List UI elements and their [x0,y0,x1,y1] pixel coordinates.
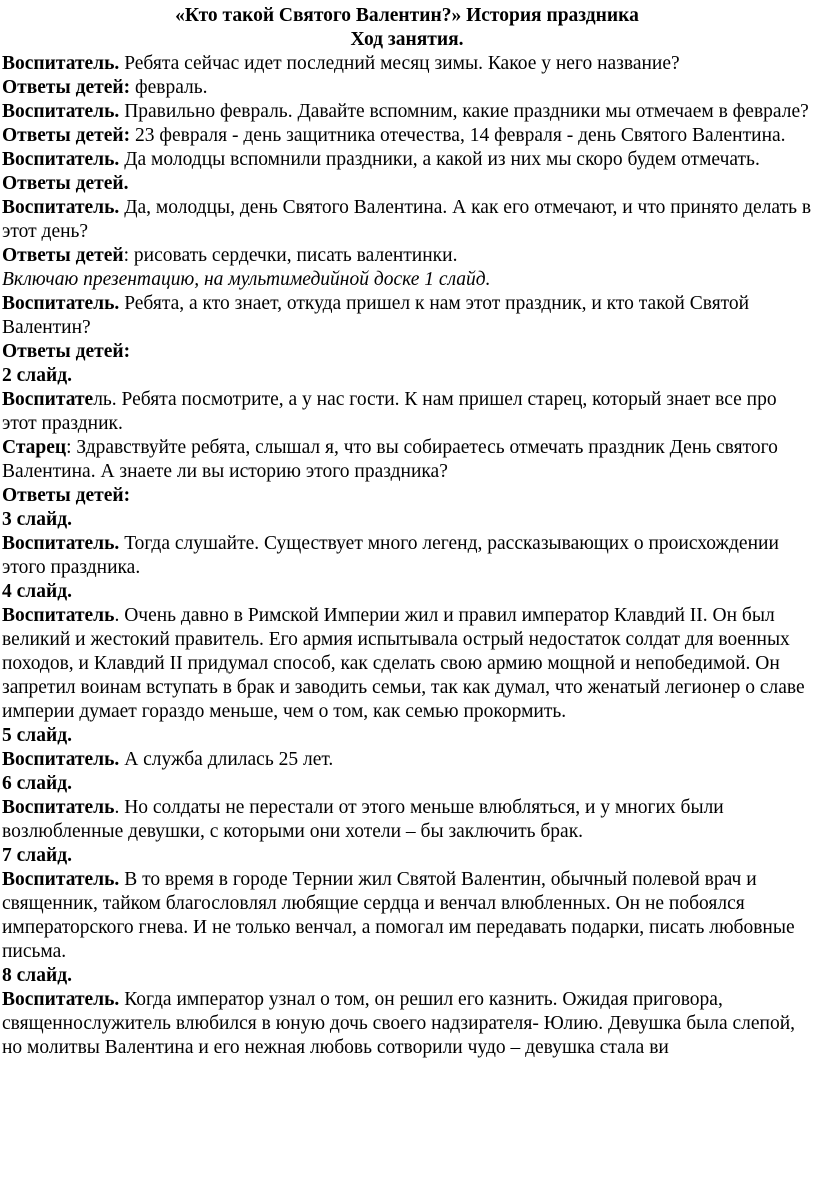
dialogue-text: : рисовать сердечки, писать валентинки. [123,245,458,266]
dialogue-text: Когда император узнал о том, он решил его казнить. Ожидая приговора, священнослужитель влюбился в юную дочь своего надзирателя- Юлию. Девушка была слепой, но молитвы Валентина и его нежная любовь сотворили чудо – девушка стала ви [2,989,796,1058]
speaker-label: Воспитатель. [2,749,120,770]
speaker-label: Ответы детей: [2,125,131,146]
dialogue-paragraph [2,100,812,124]
dialogue-paragraph [2,868,812,964]
stage-direction: Включаю презентацию, на мультимедийной доске 1 слайд. [2,269,491,290]
speaker-label: Воспитате [2,389,94,410]
dialogue-text: Ребята, а кто знает, откуда пришел к нам этот праздник, и кто такой Святой Валентин? [2,293,750,338]
dialogue-text: . Но солдаты не перестали от этого меньше влюбляться, и у многих были возлюбленные девушки, с которыми они хотели – бы заключить брак. [2,797,724,842]
speaker-label: Старец [2,437,67,458]
dialogue-text: А служба длилась 25 лет. [119,749,334,770]
speaker-label: Воспитатель. [2,197,120,218]
document-subtitle: Ход занятия. [350,29,464,50]
slide-heading: 3 слайд. [2,509,72,530]
dialogue-text: Тогда слушайте. Существует много легенд, рассказывающих о происхождении этого праздника. [2,533,779,578]
speaker-label: Воспитатель. [2,533,120,554]
speaker-label: Ответы детей [2,245,124,266]
dialogue-paragraph [2,76,812,100]
slide-heading: 8 слайд. [2,965,72,986]
speaker-label: Воспитатель. [2,149,120,170]
speaker-label: Воспитатель [2,797,115,818]
dialogue-paragraph [2,124,812,148]
dialogue-text: февраль. [130,77,208,98]
speaker-label: Воспитатель [2,605,115,626]
dialogue-paragraph [2,532,812,580]
speaker-label: Воспитатель. [2,53,120,74]
dialogue-text: 23 февраля - день защитника отечества, 14 февраля - день Святого Валентина. [130,125,786,146]
document-title: «Кто такой Святого Валентин?» История праздника [175,5,639,26]
dialogue-text: Да, молодцы, день Святого Валентина. А как его отмечают, и что принято делать в этот день? [2,197,812,242]
dialogue-paragraph [2,340,812,364]
speaker-label: Воспитатель. [2,869,120,890]
dialogue-text: ль. Ребята посмотрите, а у нас гости. К нам пришел старец, который знает все про этот праздник. [2,389,777,434]
dialogue-text: : Здравствуйте ребята, слышал я, что вы собираетесь отмечать праздник День святого Валентина. А знаете ли вы историю этого праздника? [2,437,778,482]
dialogue-paragraph [2,988,812,1060]
dialogue-paragraph [2,148,812,172]
dialogue-paragraph [2,388,812,436]
dialogue-text: Правильно февраль. Давайте вспомним, какие праздники мы отмечаем в феврале? [119,101,809,122]
speaker-label: Воспитатель. [2,989,120,1010]
dialogue-text: Да молодцы вспомнили праздники, а какой из них мы скоро будем отмечать. [119,149,760,170]
slide-heading: 6 слайд. [2,773,72,794]
dialogue-paragraph [2,748,812,772]
speaker-label: Ответы детей: [2,77,131,98]
dialogue-paragraph [2,484,812,508]
slide-heading: 2 слайд. [2,365,72,386]
dialogue-paragraph [2,244,812,268]
dialogue-paragraph [2,196,812,244]
speaker-label: Воспитатель. [2,293,120,314]
document-body [2,52,812,1060]
dialogue-paragraph [2,172,812,196]
dialogue-text: . Очень давно в Римской Империи жил и правил император Клавдий II. Он был великий и жестокий правитель. Его армия испытывала острый недостаток солдат для военных походов, и Клавдий II придумал способ, как сделать свою армию мощной и непобедимой. Он запретил воинам вступать в брак и заводить семьи, так как думал, что женатый легионер о славе империи думает гораздо меньше, чем о том, как семью прокормить. [2,605,805,722]
slide-heading: 7 слайд. [2,845,72,866]
dialogue-paragraph [2,292,812,340]
slide-heading: 4 слайд. [2,581,72,602]
slide-heading: 5 слайд. [2,725,72,746]
dialogue-text: В то время в городе Тернии жил Святой Валентин, обычный полевой врач и священник, тайком благословлял любящие сердца и венчал влюбленных. Он не побоялся императорского гнева. И не только венчал, а помогал им передавать подарки, писать любовные письма. [2,869,795,962]
speaker-label: Ответы детей: [2,341,131,362]
speaker-label: Воспитатель. [2,101,120,122]
dialogue-text: Ребята сейчас идет последний месяц зимы. Какое у него название? [119,53,680,74]
dialogue-paragraph [2,52,812,76]
dialogue-paragraph [2,796,812,844]
dialogue-paragraph [2,604,812,724]
dialogue-paragraph [2,436,812,484]
speaker-label: Ответы детей: [2,485,131,506]
speaker-label: Ответы детей. [2,173,129,194]
